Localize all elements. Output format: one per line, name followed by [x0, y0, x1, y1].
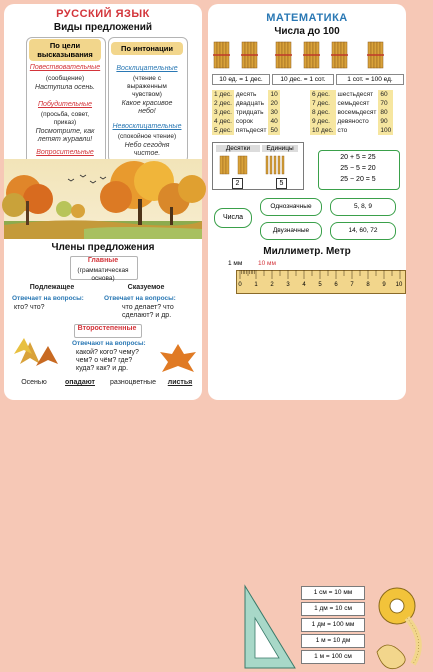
ruler-number: 7	[350, 282, 354, 288]
mm-label: 1 мм	[228, 260, 243, 267]
purpose-header: По цели высказывания	[29, 39, 101, 61]
example-word-3: разноцветные	[110, 379, 156, 386]
tens-word: сто	[337, 127, 348, 134]
tens-word: шестьдесят	[337, 91, 374, 98]
tens-word: сорок	[235, 118, 253, 125]
ruler-number: 6	[334, 282, 338, 288]
math-title: МАТЕМАТИКА	[266, 12, 348, 24]
tens-number: 20	[270, 100, 278, 107]
declarative-example: Наступила осень.	[35, 84, 95, 91]
sum-line-2: 25 − 5 = 20	[340, 165, 376, 172]
place-value-sticks-image	[216, 154, 298, 176]
tens-hundreds-equation: 10 дес. = 1 сот.	[272, 74, 334, 85]
secondary-members-label: Второстепенные	[77, 325, 137, 332]
subject-questions: кто? что?	[14, 304, 45, 311]
tens-number: 60	[378, 90, 393, 99]
autumn-landscape-image	[4, 159, 202, 239]
tens-cell: 7 дес.	[310, 99, 336, 108]
subject-answers-label: Отвечает на вопросы:	[12, 295, 84, 302]
members-title: Члены предложения	[51, 242, 155, 253]
main-members-note: (грамматическая основа)	[77, 267, 129, 282]
ruler-number: 10	[395, 282, 403, 288]
set-square-image	[241, 582, 299, 672]
tens-column-label: Десятки	[216, 145, 260, 152]
measurement-title: Миллиметр. Метр	[263, 246, 351, 257]
tens-cell: 10 дес.	[312, 127, 334, 134]
two-digit-example: 14, 60, 72	[330, 222, 396, 240]
sum-line-1: 20 + 5 = 25	[340, 154, 376, 161]
tens-cell: 5 дес.	[214, 127, 232, 134]
tens-number: 50	[270, 127, 278, 134]
ruler-number: 1	[254, 282, 258, 288]
tens-word: десять	[235, 91, 257, 98]
ruler-number: 2	[270, 282, 274, 288]
ruler-number: 9	[382, 282, 386, 288]
sum-line-3: 25 − 20 = 5	[340, 176, 376, 183]
non-exclamatory-note: (спокойное чтение)	[117, 133, 177, 140]
ten-mm-label: 10 мм	[258, 260, 276, 267]
ruler-numbers	[237, 282, 403, 660]
tens-number: 40	[270, 118, 278, 125]
non-exclamatory-example: Небо сегодня чистое.	[124, 142, 170, 157]
numbers-label: Числа	[214, 208, 252, 228]
declarative-type: Повествовательные	[29, 64, 101, 71]
ruler-number: 3	[286, 282, 290, 288]
conversion-1: 1 см = 10 мм	[301, 586, 365, 600]
ruler-number: 8	[366, 282, 370, 288]
units-tens-equation: 10 ед. = 1 дес.	[212, 74, 270, 85]
tens-word: двадцать	[235, 100, 265, 107]
exclamatory-type: Восклицательные	[116, 65, 178, 72]
secondary-questions: какой? кого? чему? чем? о чём? где? куда? как? и др.	[76, 349, 139, 372]
main-members-label: Главные	[87, 257, 119, 264]
example-word-1: Осенью	[21, 379, 47, 386]
autumn-leaves-image	[10, 334, 66, 374]
ruler-number: 4	[302, 282, 306, 288]
units-column-label: Единицы	[262, 145, 298, 152]
tens-cell: 1 дес.	[214, 91, 232, 98]
tens-word: восемьдесят	[337, 109, 377, 116]
ruler-number: 0	[238, 282, 242, 288]
tens-number: 70	[378, 99, 393, 108]
tens-number: 80	[378, 108, 393, 117]
russian-title: РУССКИЙ ЯЗЫК	[56, 8, 150, 20]
math-panel	[208, 4, 406, 660]
conversion-2: 1 дм = 10 см	[301, 602, 365, 616]
tens-word: тридцать	[235, 109, 264, 116]
example-word-2: опадают	[65, 379, 95, 386]
predicate-label: Сказуемое	[127, 284, 165, 291]
predicate-questions: что делает? что сделают? и др.	[122, 304, 174, 319]
declarative-note: (сообщение)	[45, 75, 85, 82]
hundreds-units-equation: 1 сот. = 100 ед.	[336, 74, 404, 85]
exclamatory-note: (чтение с выраженным чувством)	[127, 75, 167, 98]
tens-cell: 8 дес.	[310, 108, 336, 117]
interrogative-type: Вопросительные	[36, 149, 94, 156]
conversion-5: 1 м = 100 см	[301, 650, 365, 664]
tens-number: 30	[270, 109, 278, 116]
tens-table-left	[212, 90, 280, 135]
tens-cell: 9 дес.	[310, 117, 336, 126]
predicate-answers-label: Отвечает на вопросы:	[104, 295, 176, 302]
tens-word: пятьдесят	[235, 127, 267, 134]
one-digit-example: 5, 8, 9	[330, 198, 396, 216]
conversion-3: 1 дм = 100 мм	[301, 618, 365, 632]
tens-cell: 2 дес.	[214, 100, 232, 107]
secondary-answers-label: Отвечают на вопросы:	[72, 340, 146, 347]
tape-measure-image	[367, 582, 433, 672]
tens-cell: 3 дес.	[214, 109, 232, 116]
non-exclamatory-type: Невосклицательные	[112, 123, 182, 130]
two-digit-label: Двузначные	[260, 222, 322, 240]
ruler-number: 5	[318, 282, 322, 288]
tens-table-right	[310, 90, 393, 135]
imperative-example: Посмотрите, как летят журавли!	[35, 128, 95, 143]
intonation-header: По интонации	[111, 42, 183, 55]
imperative-note: (просьба, совет, приказ)	[40, 111, 90, 126]
subject-label: Подлежащее	[29, 284, 75, 291]
tens-cell: 4 дес.	[214, 118, 232, 125]
russian-panel	[4, 4, 202, 400]
numbers-subtitle: Числа до 100	[274, 26, 340, 37]
tens-word: девяносто	[337, 118, 369, 125]
example-word-4: листья	[167, 379, 193, 386]
bundles-of-sticks-image	[208, 38, 406, 72]
tens-word: семьдесят	[337, 100, 370, 107]
exclamatory-example: Какое красивое небо!	[121, 100, 173, 115]
tens-number: 100	[380, 127, 392, 134]
tens-number: 90	[378, 117, 393, 126]
maple-leaf-image	[156, 342, 200, 376]
conversion-4: 1 м = 10 дм	[301, 634, 365, 648]
imperative-type: Побудительные	[37, 101, 93, 108]
tens-number: 10	[270, 91, 278, 98]
units-digit: 5	[276, 178, 287, 189]
tens-cell: 6 дес.	[310, 90, 336, 99]
sentence-types-subtitle: Виды предложений	[53, 22, 153, 33]
tens-digit: 2	[232, 178, 243, 189]
one-digit-label: Однозначные	[260, 198, 322, 216]
